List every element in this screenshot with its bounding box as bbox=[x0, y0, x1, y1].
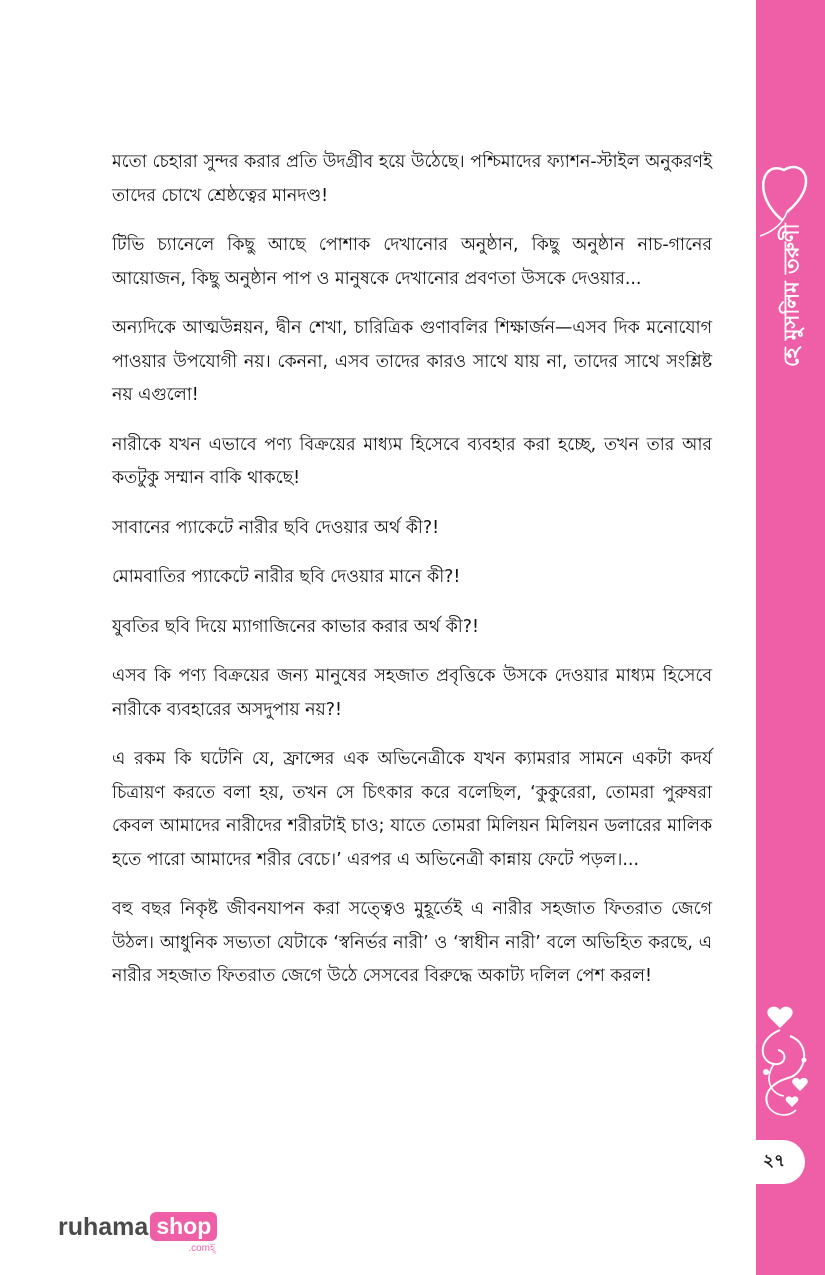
logo-shop-text: shop bbox=[150, 1212, 217, 1241]
paragraph: যুবতির ছবি দিয়ে ম্যাগাজিনের কাভার করার অর্থ কী?! bbox=[112, 616, 479, 637]
body-text bbox=[112, 146, 712, 1010]
floral-ornament-icon bbox=[744, 1000, 824, 1130]
paragraph: নারীকে যখন এভাবে পণ্য বিক্রয়ের মাধ্যম হিসেবে ব্যবহার করা হচ্ছে, তখন তার আর কতটুকু সম্মান বাকি থাকছে! bbox=[112, 434, 712, 488]
logo-shop-badge bbox=[150, 1212, 217, 1254]
page-number: ২৭ bbox=[743, 1140, 805, 1184]
logo-com-text: .comহ্ bbox=[188, 1243, 216, 1254]
paragraph: মোমবাতির প্যাকেটে নারীর ছবি দেওয়ার মানে কী?! bbox=[112, 567, 461, 587]
paragraph: এ রকম কি ঘটেনি যে, ফ্রান্সের এক অভিনেত্রীকে যখন ক্যামরার সামনে একটা কদর্য চিত্রায়ণ করতে বলা হয়, তখন সে চিৎকার করে বলেছিল, ‘কুকুরেরা, তোমরা পুরুষরা কেবল আমাদের নারীদের শরীরটাই চাও; যাতে তোমরা মিলিয়ন মিলিয়ন ডলারের মালিক হতে পারো আমাদের শরীর বেচে।’ এরপর এ অভিনেত্রী কান্নায় ফেটে পড়ল।... bbox=[112, 749, 712, 870]
running-title: হে মুসলিম তরুণী bbox=[779, 223, 804, 367]
publisher-logo bbox=[58, 1212, 217, 1252]
paragraph: অন্যদিকে আত্মউন্নয়ন, দ্বীন শেখা, চারিত্রিক গুণাবলির শিক্ষার্জন—এসব দিক মনোযোগ পাওয়ার উপযোগী নয়। কেননা, এসব তাদের কারও সাথে যায় না, তাদের সাথে সংশ্লিষ্ট নয় এগুলো! bbox=[112, 318, 712, 405]
logo-ruhama-text: ruhama bbox=[58, 1213, 149, 1241]
paragraph: বহু বছর নিকৃষ্ট জীবনযাপন করা সত্ত্বেও মুহূর্তেই এ নারীর সহজাত ফিতরাত জেগে উঠল। আধুনিক সভ্যতা যেটাকে ‘স্বনির্ভর নারী’ ও ‘স্বাধীন নারী’ বলে অভিহিত করছে, এ নারীর সহজাত ফিতরাত জেগে উঠে সেসবের বিরুদ্ধে অকাট্য দলিল পেশ করল! bbox=[112, 899, 712, 986]
paragraph: মতো চেহারা সুন্দর করার প্রতি উদগ্রীব হয়ে উঠেছে। পশ্চিমাদের ফ্যাশন-স্টাইল অনুকরণই তাদের চোখে শ্রেষ্ঠত্বের মানদণ্ড! bbox=[112, 152, 712, 206]
paragraph: টিভি চ্যানেলে কিছু আছে পোশাক দেখানোর অনুষ্ঠান, কিছু অনুষ্ঠান নাচ-গানের আয়োজন, কিছু অনুষ্ঠান পাপ ও মানুষকে দেখানোর প্রবণতা উসকে দেওয়ার... bbox=[112, 235, 712, 289]
paragraph: সাবানের প্যাকেটে নারীর ছবি দেওয়ার অর্থ কী?! bbox=[112, 517, 440, 538]
paragraph: এসব কি পণ্য বিক্রয়ের জন্য মানুষের সহজাত প্রবৃত্তিকে উসকে দেওয়ার মাধ্যম হিসেবে নারীকে ব্যবহারের অসদুপায় নয়?! bbox=[112, 666, 712, 720]
